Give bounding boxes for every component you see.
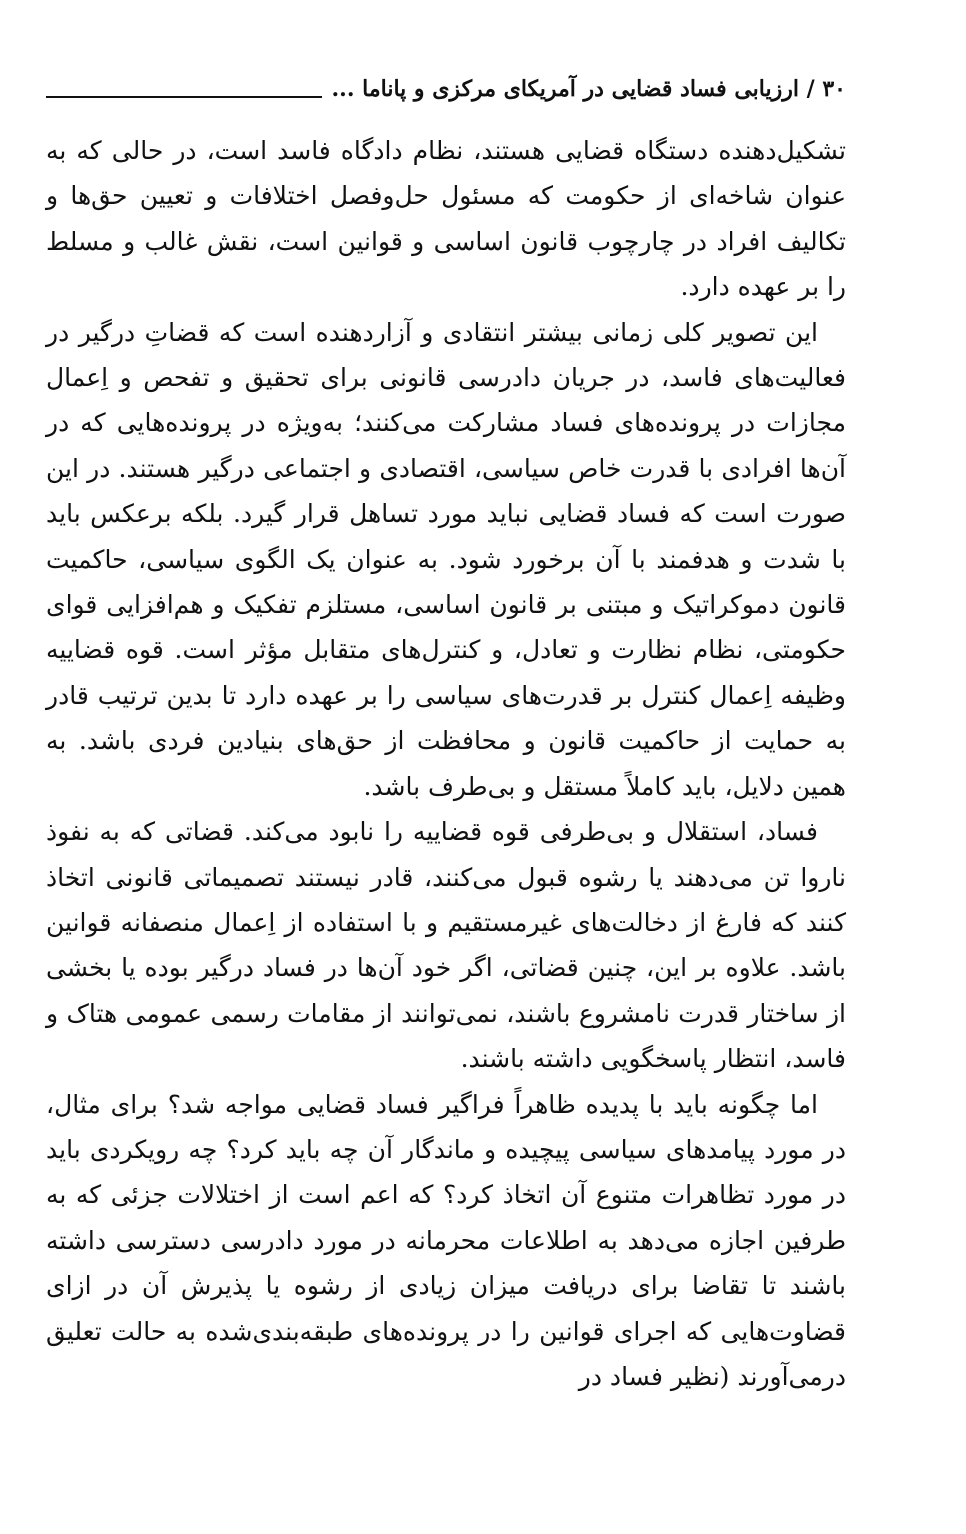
body-text [46,128,846,1399]
paragraph: این تصویر کلی زمانی بیشتر انتقادی و آزاردهنده است که قضاتِ درگیر در فعالیت‌های فاسد، در جریان دادرسی قانونی برای تحقیق و تفحص و اِعمال مجازات در پرونده‌های فساد مشارکت می‌کنند؛ به‌ویژه در پرونده‌هایی که در آن‌ها افرادی با قدرت خاص سیاسی، اقتصادی و اجتماعی درگیر هستند. در این صورت است که فساد قضایی نباید مورد تساهل قرار گیرد. بلکه برعکس باید با شدت و هدفمند با آن برخورد شود. به عنوان یک الگوی سیاسی، حاکمیت قانون دموکراتیک و مبتنی بر قانون اساسی، مستلزم تفکیک و هم‌افزایی قوای حکومتی، نظام نظارت و تعادل، و کنترل‌های متقابل مؤثر است. قوه قضاییه وظیفه اِعمال کنترل بر قدرت‌های سیاسی را بر عهده دارد تا بدین ترتیب قادر به حمایت از حاکمیت قانون و محافظت از حق‌های بنیادین فردی باشد. به همین دلایل، باید کاملاً مستقل و بی‌طرف باشد. [46,317,846,801]
header-text [332,74,847,104]
paragraph: اما چگونه باید با پدیده ظاهراً فراگیر فساد قضایی مواجه شد؟ برای مثال، در مورد پیامدهای سیاسی پیچیده و ماندگار آن چه باید کرد؟ چه رویکردی باید در مورد تظاهرات متنوع آن اتخاذ کرد؟ که اعم است از اختلالات جزئی که به طرفین اجازه می‌دهد به اطلاعات محرمانه در مورد دادرسی دسترسی داشته باشند تا تقاضا برای دریافت میزان زیادی از رشوه یا پذیرش آن در ازای قضاوت‌هایی که اجرای قوانین را در پرونده‌های طبقه‌بندی‌شده به حالت تعلیق درمی‌آورند (نظیر فساد در [46,1089,846,1391]
paragraph: فساد، استقلال و بی‌طرفی قوه قضاییه را نابود می‌کند. قضاتی که به نفوذ ناروا تن می‌دهند یا رشوه قبول می‌کنند، قادر نیستند تصمیماتی قانونی اتخاذ کنند که فارغ از دخالت‌های غیرمستقیم و با استفاده از اِعمال منصفانه قوانین باشد. علاوه بر این، چنین قضاتی، اگر خود آن‌ها در فساد درگیر بوده یا بخشی از ساختار قدرت نامشروع باشند، نمی‌توانند از مقامات رسمی عمومی هتاک و فاسد، انتظار پاسخگویی داشته باشند. [46,817,847,1074]
book-title: ارزیابی فساد قضایی در آمریکای مرکزی و پاناما ... [331,76,799,102]
page-number: ۳۰ [822,76,846,102]
paragraph-continued: تشکیل‌دهنده دستگاه قضایی هستند، نظام دادگاه فاسد است، در حالی که به عنوان شاخه‌ای از حکومت که مسئول حل‌وفصل اختلافات و تعیین حق‌ها و تکالیف افراد در چارچوب قانون اساسی و قوانین است، نقش غالب و مسلط را بر عهده دارد. [46,136,846,302]
header-rule [46,96,322,98]
running-header [46,60,846,104]
header-separator: / [806,76,815,102]
